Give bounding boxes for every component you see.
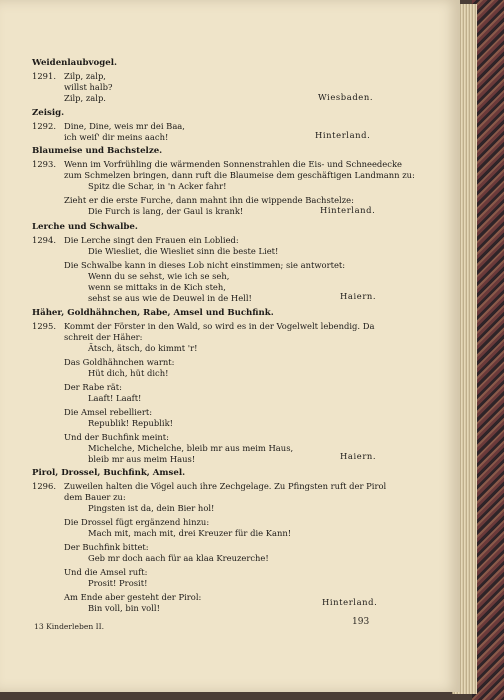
verse-line: Spitz die Schar, in 'n Acker fahr! [88,181,227,191]
section-title: Häher, Goldhähnchen, Rabe, Amsel und Buchfink. [32,308,274,318]
verse-line: Wenn du se sehst, wie ich se seh, [88,271,230,281]
printer-signature: 13 Kinderleben II. [34,622,105,631]
place-name: Hinterland. [320,205,376,215]
verse-line: Ätsch, ätsch, do kimmt 'r! [88,343,198,353]
verse-line: Prosit! Prosit! [88,578,148,588]
verse-line: Geb mr doch aach für aa klaa Kreuzerche! [88,553,269,563]
prose-line: dem Bauer zu: [64,492,126,502]
prose-line: Die Lerche singt den Frauen ein Loblied: [64,235,239,245]
prose-line: Zuweilen halten die Vögel auch ihre Zechgelage. Zu Pfingsten ruft der Pirol [64,481,387,491]
prose-line: schreit der Häher: [64,332,143,342]
verse-line: ich weiſ' dir meins aach! [64,132,169,142]
verse-line: sehst se aus wie de Deuwel in de Hell! [88,293,252,303]
prose-line: Das Goldhähnchen warnt: [64,357,175,367]
prose-line: Und der Buchfink meint: [64,432,169,442]
verse-line: Republik! Republik! [88,418,174,428]
page-number: 193 [352,617,370,627]
section-title: Blaumeise und Bachstelze. [32,146,163,156]
entry-number: 1291. [32,71,56,81]
verse-line: Dine, Dine, weis mr dei Baa, [64,121,185,131]
prose-line: zum Schmelzen bringen, dann ruft die Blaumeise dem geschäftigen Landmann zu: [64,170,415,180]
verse-line: Zilp, zalp, [64,71,106,81]
prose-line: Kommt der Förster in den Wald, so wird es in der Vogelwelt lebendig. Da [64,321,375,331]
entry-number: 1293. [32,159,56,169]
verse-line: bleib mr aus meim Haus! [88,454,196,464]
verse-line: Michelche, Michelche, bleib mr aus meim Haus, [88,443,294,453]
place-name: Haiern. [340,291,377,301]
place-name: Wiesbaden. [318,92,374,102]
place-name: Haiern. [340,451,377,461]
prose-line: Die Drossel fügt ergänzend hinzu: [64,517,210,527]
verse-line: Die Furch is lang, der Gaul is krank! [88,206,244,216]
prose-line: Und die Amsel ruft: [64,567,148,577]
place-name: Hinterland. [315,130,371,140]
entry-number: 1294. [32,235,56,245]
entry-number: 1292. [32,121,56,131]
section-title: Zeisig. [32,108,65,118]
prose-line: Die Amsel rebelliert: [64,407,153,417]
verse-line: wenn se mittaks in de Kich steh, [88,282,226,292]
prose-line: Zieht er die erste Furche, dann mahnt ihn die wippende Bachstelze: [64,195,354,205]
verse-line: Hüt dich, hüt dich! [88,368,169,378]
section-title: Pirol, Drossel, Buchfink, Amsel. [32,468,186,478]
verse-line: Mach mit, mach mit, drei Kreuzer für die Kann! [88,528,292,538]
prose-line: Wenn im Vorfrühling die wärmenden Sonnenstrahlen die Eis- und Schneedecke [64,159,402,169]
verse-line: Zilp, zalp. [64,93,106,103]
verse-line: Laaft! Laaft! [88,393,142,403]
prose-line: Am Ende aber gesteht der Pirol: [64,592,202,602]
prose-line: Der Buchfink bittet: [64,542,149,552]
verse-line: Pingsten ist da, dein Bier hol! [88,503,215,513]
verse-line: Bin voll, bin voll! [88,603,160,613]
prose-line: Die Schwalbe kann in dieses Lob nicht einstimmen; sie antwortet: [64,260,346,270]
place-name: Hinterland. [322,597,378,607]
entry-number: 1296. [32,481,56,491]
prose-line: Der Rabe rät: [64,382,122,392]
entry-number: 1295. [32,321,56,331]
section-title: Weidenlaubvogel. [32,58,117,68]
verse-line: willst halb? [64,82,113,92]
verse-line: Die Wiesliet, die Wiesliet sinn die beste Liet! [88,246,279,256]
section-title: Lerche und Schwalbe. [32,222,138,232]
